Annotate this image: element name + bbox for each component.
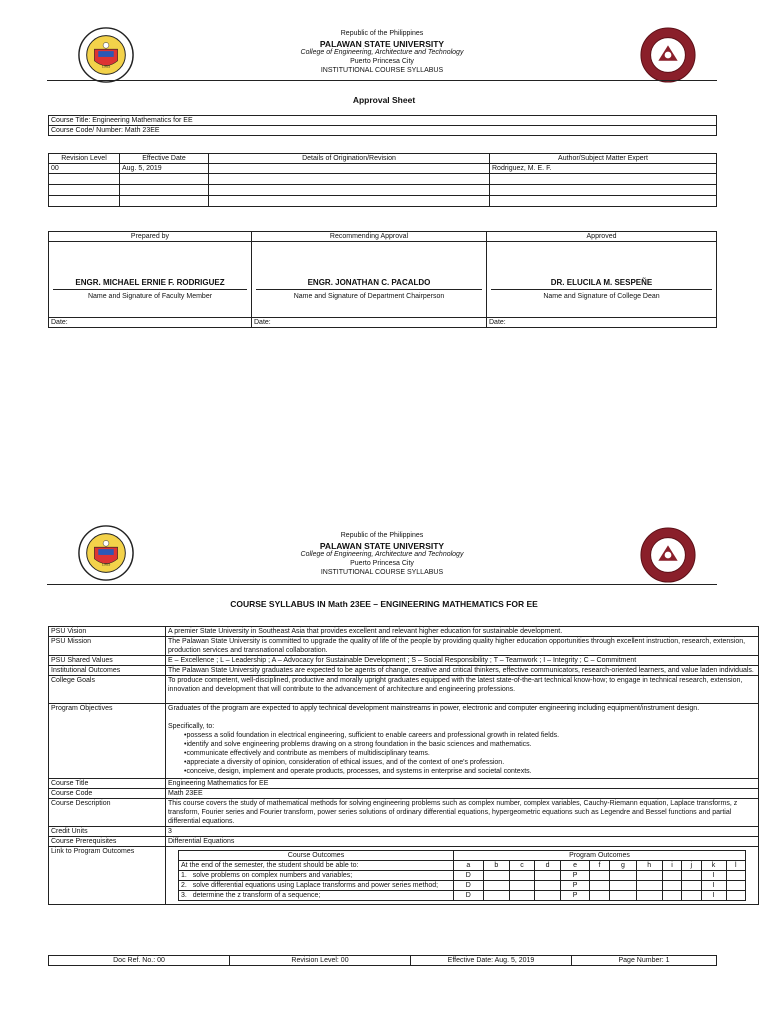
outcome-mark xyxy=(726,871,745,881)
revision-row xyxy=(49,196,717,207)
outcome-mark xyxy=(535,891,561,901)
row-label: Course Description xyxy=(49,799,166,827)
outcome-desc: determine the z transform of a sequence; xyxy=(192,892,321,899)
outcome-letter: g xyxy=(610,861,636,871)
revision-row xyxy=(49,174,717,185)
signatory-role: Name and Signature of College Dean xyxy=(543,293,660,300)
svg-text:1985: 1985 xyxy=(663,568,673,573)
row-label: Institutional Outcomes xyxy=(49,666,166,676)
revision-row xyxy=(49,164,717,174)
revision-header: Author/Subject Matter Expert xyxy=(490,154,717,164)
course-outcomes-header: Course Outcomes xyxy=(179,851,454,861)
outcome-mark xyxy=(726,891,745,901)
syllabus-row xyxy=(49,656,759,666)
revision-table xyxy=(48,153,717,207)
row-label: Course Prerequisites xyxy=(49,837,166,847)
footer-doc-ref: Doc Ref. No.: 00 xyxy=(49,956,230,966)
outcome-mark: D xyxy=(454,871,484,881)
outcome-mark xyxy=(509,881,534,891)
outcome-mark xyxy=(682,891,701,901)
outcome-mark: I xyxy=(701,891,726,901)
revision-cell: Aug. 5, 2019 xyxy=(120,164,209,174)
objective-item: • communicate effectively and contribute as members of multidisciplinary teams. xyxy=(184,749,756,758)
objectives-list xyxy=(168,731,756,776)
outcome-mark xyxy=(483,881,509,891)
outcome-mark xyxy=(662,871,681,881)
outcome-mark xyxy=(610,891,636,901)
outcome-mark xyxy=(636,891,662,901)
outcome-row xyxy=(179,891,746,901)
row-value: E – Excellence ; L – Leadership ; A – Advocacy for Sustainable Development ; S – Social Responsibility ; T – Teamwork ; I – Integrity ; C – Commitment xyxy=(166,656,759,666)
outcome-mark xyxy=(682,871,701,881)
outcome-mark xyxy=(589,871,610,881)
revision-cell xyxy=(209,164,490,174)
outcome-letter: j xyxy=(682,861,701,871)
outcome-mark xyxy=(509,871,534,881)
footer-effective-date: Effective Date: Aug. 5, 2019 xyxy=(411,956,572,966)
signatory-date: Date: xyxy=(49,318,252,328)
objective-item: • conceive, design, implement and operate products, processes, and systems in enterprise and societal contexts. xyxy=(184,767,756,776)
outcome-mark xyxy=(636,881,662,891)
outcome-mark xyxy=(483,891,509,901)
syllabus-row xyxy=(49,666,759,676)
svg-text:1965: 1965 xyxy=(101,64,111,69)
college-name: College of Engineering, Architecture and Technology xyxy=(300,551,464,559)
footer-page-number: Page Number: 1 xyxy=(572,956,717,966)
approval-title: Approval Sheet xyxy=(352,95,416,105)
outcome-mark xyxy=(610,881,636,891)
outcome-mark xyxy=(662,891,681,901)
page-footer xyxy=(48,955,717,966)
signatory-role: Name and Signature of Department Chairperson xyxy=(293,293,445,300)
syllabus-row xyxy=(49,676,759,704)
signatory-heading: Recommending Approval xyxy=(252,232,487,242)
revision-header: Revision Level xyxy=(49,154,120,164)
row-label: Program Objectives xyxy=(49,704,166,779)
doc-type: INSTITUTIONAL COURSE SYLLABUS xyxy=(320,568,444,576)
footer-revision: Revision Level: 00 xyxy=(230,956,411,966)
header-rule xyxy=(47,584,717,585)
signatory-heading: Prepared by xyxy=(49,232,252,242)
course-title-cell: Course Title: Engineering Mathematics for EE xyxy=(49,116,717,126)
outcome-mark xyxy=(662,881,681,891)
objectives-specific: Specifically, to: xyxy=(168,723,215,730)
row-label: Credit Units xyxy=(49,827,166,837)
university-name: PALAWAN STATE UNIVERSITY xyxy=(319,540,445,551)
outcome-text xyxy=(179,891,454,901)
row-value: The Palawan State University is committed to upgrade the quality of life of the people by providing quality higher education opportunities through excellent instruction, research, extension, production services and transnational collaboration. xyxy=(166,637,759,656)
signatory-heading: Approved xyxy=(487,232,717,242)
outcome-letter: k xyxy=(701,861,726,871)
syllabus-row xyxy=(49,827,759,837)
outcome-letter: l xyxy=(726,861,745,871)
revision-row xyxy=(49,185,717,196)
revision-header: Effective Date xyxy=(120,154,209,164)
objectives-intro: Graduates of the program are expected to apply technical development mainstreams in power, electronic and computer engineering including equipment/instrument design. xyxy=(168,705,700,712)
outcome-mark xyxy=(483,871,509,881)
outcome-mark xyxy=(682,881,701,891)
outcomes-intro: At the end of the semester, the student should be able to: xyxy=(179,861,454,871)
signatory-role: Name and Signature of Faculty Member xyxy=(87,293,213,300)
outcome-row xyxy=(179,881,746,891)
row-label: College Goals xyxy=(49,676,166,704)
outcome-letter: d xyxy=(535,861,561,871)
syllabus-row xyxy=(49,704,759,779)
signatories-table xyxy=(48,231,717,328)
row-value: Differential Equations xyxy=(166,837,759,847)
row-label: Course Code xyxy=(49,789,166,799)
header-rule xyxy=(47,80,717,81)
outcome-mark xyxy=(509,891,534,901)
row-label: Link to Program Outcomes xyxy=(49,847,166,905)
syllabus-row xyxy=(49,789,759,799)
outcome-letter: f xyxy=(589,861,610,871)
row-label: PSU Shared Values xyxy=(49,656,166,666)
outcome-text xyxy=(179,881,454,891)
signatory-name: DR. ELUCILA M. SESPEÑE xyxy=(491,278,712,290)
outcome-letter: e xyxy=(561,861,590,871)
row-value: To produce competent, well-disciplined, productive and morally upright graduates equipped with the latest state-of-the-art technical know-how; to engage in technical research, extension, innovation and development that will contribute to the advancement of architecture and engineering professions. xyxy=(166,676,759,704)
college-seal-right xyxy=(639,526,697,584)
objective-item: • possess a solid foundation in electrical engineering, sufficient to enable careers and professional growth in related fields. xyxy=(184,731,756,740)
university-name: PALAWAN STATE UNIVERSITY xyxy=(319,38,445,49)
row-label: PSU Vision xyxy=(49,627,166,637)
outcome-mark: D xyxy=(454,881,484,891)
syllabus-row xyxy=(49,799,759,827)
row-label: Course Title xyxy=(49,779,166,789)
republic-line: Republic of the Philippines xyxy=(340,30,424,37)
revision-cell: 00 xyxy=(49,164,120,174)
signatory-name: ENGR. MICHAEL ERNIE F. RODRIGUEZ xyxy=(53,278,247,290)
city-line: Puerto Princesa City xyxy=(350,560,414,568)
row-value xyxy=(166,704,759,779)
city-line: Puerto Princesa City xyxy=(350,58,414,66)
outcome-desc: solve differential equations using Laplace transforms and power series method; xyxy=(192,882,439,889)
doc-type: INSTITUTIONAL COURSE SYLLABUS xyxy=(320,66,444,74)
outcome-letter: i xyxy=(662,861,681,871)
signatory-date: Date: xyxy=(487,318,717,328)
outcome-mark: P xyxy=(561,891,590,901)
outcome-letter: a xyxy=(454,861,484,871)
syllabus-row xyxy=(49,627,759,637)
revision-cell: Rodriguez, M. E. F. xyxy=(490,164,717,174)
signatory-block xyxy=(49,242,252,318)
syllabus-title: COURSE SYLLABUS IN Math 23EE – ENGINEERING MATHEMATICS FOR EE xyxy=(230,599,538,609)
outcome-num: 1. xyxy=(181,872,187,879)
signatory-block xyxy=(252,242,487,318)
outcome-letter: b xyxy=(483,861,509,871)
outcome-mark: I xyxy=(701,871,726,881)
signatory-block xyxy=(487,242,717,318)
row-label: PSU Mission xyxy=(49,637,166,656)
outcome-mark: D xyxy=(454,891,484,901)
row-value: The Palawan State University graduates are expected to be agents of change, creative and critical thinkers, effective communicators, research-oriented learners, and value laden individuals. xyxy=(166,666,759,676)
objective-item: • identify and solve engineering problems drawing on a strong foundation in the basic sciences and mathematics. xyxy=(184,740,756,749)
outcome-row xyxy=(179,871,746,881)
outcome-mark xyxy=(535,871,561,881)
revision-header: Details of Origination/Revision xyxy=(209,154,490,164)
outcome-desc: solve problems on complex numbers and variables; xyxy=(192,872,353,879)
syllabus-row xyxy=(49,637,759,656)
syllabus-row xyxy=(49,837,759,847)
outcome-mark xyxy=(726,881,745,891)
outcome-mark: P xyxy=(561,871,590,881)
outcome-mark xyxy=(636,871,662,881)
row-value: This course covers the study of mathematical methods for solving engineering problems such as complex number, complex variables, Cauchy-Riemann equation, Laplace transforms, z transform, Fourier series and Fourier transform, power series solutions of ordinary differential equations, hypergeometric equations such as Legendre and Bessel functions and partial differential equations. xyxy=(166,799,759,827)
course-code-cell: Course Code/ Number: Math 23EE xyxy=(49,126,717,136)
course-info-table xyxy=(48,115,717,136)
college-name: College of Engineering, Architecture and Technology xyxy=(300,49,464,57)
college-seal-right xyxy=(639,26,697,84)
outcome-mark xyxy=(589,881,610,891)
page-header-top xyxy=(47,22,717,104)
svg-text:1965: 1965 xyxy=(101,562,111,567)
republic-line: Republic of the Philippines xyxy=(340,532,424,539)
program-outcomes-table xyxy=(178,850,746,901)
row-value: Engineering Mathematics for EE xyxy=(166,779,759,789)
page-header-second xyxy=(47,520,717,602)
syllabus-row xyxy=(49,847,759,905)
svg-text:1985: 1985 xyxy=(663,68,673,73)
row-value xyxy=(166,847,759,905)
outcome-num: 2. xyxy=(181,882,187,889)
signatory-name: ENGR. JONATHAN C. PACALDO xyxy=(256,278,482,290)
outcome-mark: P xyxy=(561,881,590,891)
syllabus-row xyxy=(49,779,759,789)
outcome-mark: I xyxy=(701,881,726,891)
outcome-letter: h xyxy=(636,861,662,871)
outcome-text xyxy=(179,871,454,881)
outcome-mark xyxy=(610,871,636,881)
row-value: 3 xyxy=(166,827,759,837)
outcome-letter: c xyxy=(509,861,534,871)
syllabus-table xyxy=(48,626,759,905)
outcome-mark xyxy=(589,891,610,901)
row-value: Math 23EE xyxy=(166,789,759,799)
signatory-date: Date: xyxy=(252,318,487,328)
outcome-mark xyxy=(535,881,561,891)
objective-item: • appreciate a diversity of opinion, consideration of ethical issues, and of the context of one's profession. xyxy=(184,758,756,767)
row-value: A premier State University in Southeast Asia that provides excellent and relevant higher education for sustainable development. xyxy=(166,627,759,637)
program-outcomes-header: Program Outcomes xyxy=(454,851,746,861)
outcome-num: 3. xyxy=(181,892,187,899)
